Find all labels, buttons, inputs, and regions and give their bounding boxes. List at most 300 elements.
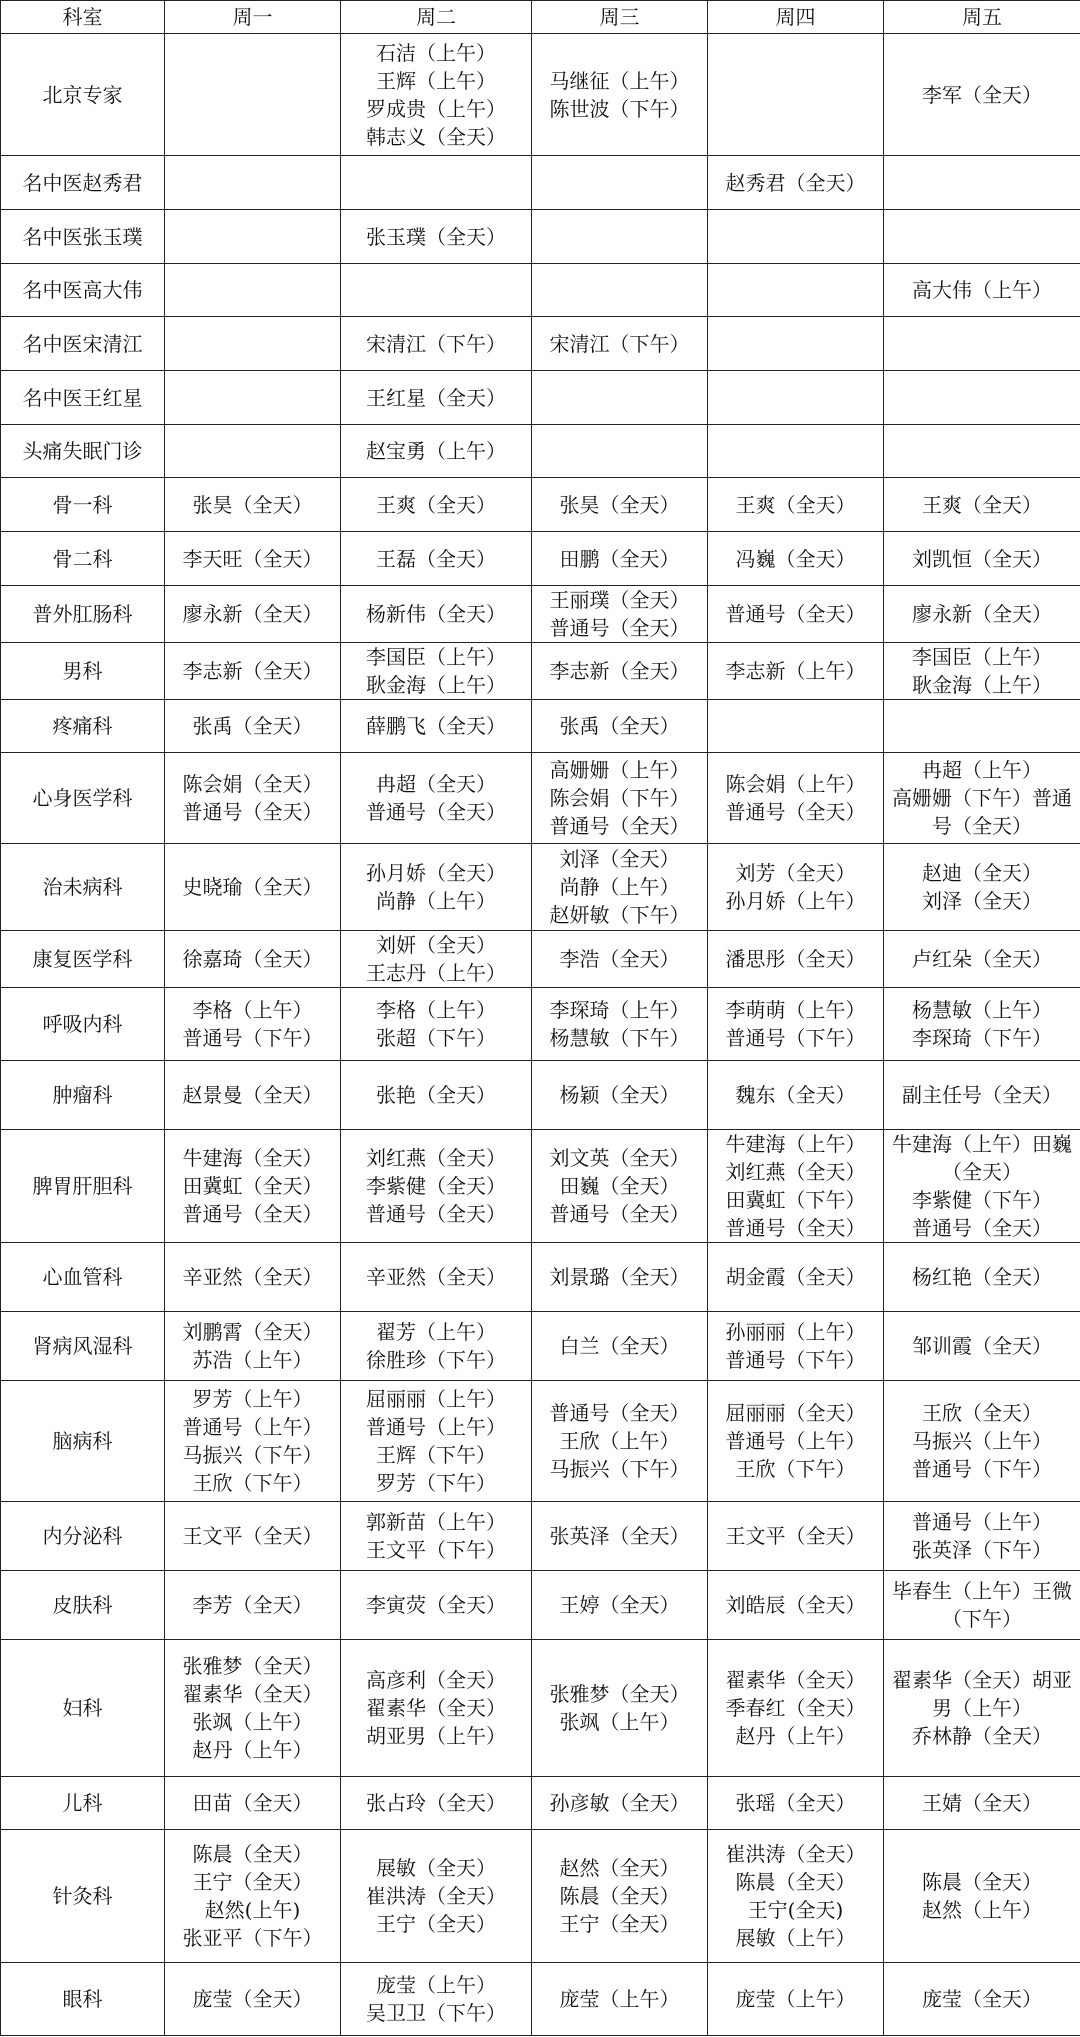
doctor-entry: 庞莹（上午）	[376, 1973, 496, 1997]
schedule-cell-tuesday	[341, 532, 532, 586]
header-department: 科室	[1, 1, 165, 34]
doctor-entry: 牛建海（上午）	[725, 1132, 866, 1156]
department-cell: 眼科	[1, 1963, 165, 2036]
table-row	[1, 1963, 1080, 2036]
schedule-cell-thursday	[708, 1571, 884, 1640]
header-tuesday: 周二	[341, 1, 532, 34]
schedule-cell-wednesday	[532, 317, 708, 371]
department-cell: 皮肤科	[1, 1571, 165, 1640]
doctor-entry: 张瑶（全天）	[735, 1791, 856, 1815]
doctor-entry: 孙月娇（上午）	[725, 889, 866, 913]
doctor-entry: 刘皓辰（全天）	[725, 1593, 866, 1617]
schedule-cell-thursday	[708, 931, 884, 988]
doctor-entry: 王爽（全天）	[922, 492, 1042, 517]
schedule-cell-thursday	[708, 643, 884, 700]
header-monday: 周一	[165, 1, 341, 34]
schedule-cell-friday	[884, 1130, 1080, 1243]
doctor-entry: 廖永新（全天）	[912, 602, 1052, 626]
doctor-entry: 普通号（全天）	[366, 800, 506, 824]
schedule-cell-friday	[884, 210, 1080, 264]
doctor-entry: 胡金霞（全天）	[725, 1265, 866, 1289]
schedule-cell-tuesday	[341, 1640, 532, 1777]
doctor-entry: 耿金海（上午）	[366, 673, 506, 697]
table-row	[1, 210, 1080, 264]
schedule-cell-tuesday	[341, 156, 532, 210]
schedule-cell-monday	[165, 210, 341, 264]
table-row	[1, 532, 1080, 586]
doctor-entry: 庞莹（全天）	[192, 1987, 313, 2011]
schedule-cell-monday	[165, 1312, 341, 1381]
schedule-cell-monday	[165, 34, 341, 156]
department-cell: 心血管科	[1, 1243, 165, 1312]
table-row	[1, 156, 1080, 210]
doctor-entry: 张超（下午）	[376, 1026, 496, 1050]
schedule-cell-thursday	[708, 1830, 884, 1963]
schedule-cell-friday	[884, 1381, 1080, 1502]
schedule-cell-thursday	[708, 1061, 884, 1130]
doctor-entry: 高姗姗（上午）	[549, 758, 690, 782]
department-cell: 儿科	[1, 1777, 165, 1830]
schedule-header	[1, 1, 1080, 34]
doctor-entry: 王婧（全天）	[922, 1791, 1042, 1815]
doctor-entry: 赵秀君（全天）	[725, 170, 866, 195]
doctor-entry: 田冀虹（全天）	[182, 1174, 323, 1198]
doctor-entry: 庞莹（上午）	[559, 1987, 680, 2011]
table-row	[1, 1502, 1080, 1571]
schedule-cell-tuesday	[341, 844, 532, 931]
doctor-entry: 张禹（全天）	[192, 714, 313, 738]
department-cell: 脑病科	[1, 1381, 165, 1502]
doctor-entry: 张昊（全天）	[559, 492, 680, 517]
doctor-entry: 宋清江（下午）	[366, 331, 506, 356]
doctor-entry: 崔洪涛（全天）	[725, 1842, 866, 1866]
schedule-cell-tuesday	[341, 700, 532, 753]
schedule-cell-thursday	[708, 753, 884, 844]
doctor-entry: 陈会娟（上午）	[725, 772, 866, 796]
doctor-entry: 李萌萌（上午）	[725, 998, 866, 1022]
schedule-cell-monday	[165, 753, 341, 844]
header-friday: 周五	[884, 1, 1080, 34]
doctor-entry: 杨新伟（全天）	[366, 602, 506, 626]
doctor-entry: 高大伟（上午）	[912, 278, 1052, 302]
table-row	[1, 264, 1080, 317]
schedule-cell-friday	[884, 1061, 1080, 1130]
doctor-entry: 李紫健（下午）	[912, 1188, 1052, 1212]
doctor-entry: 刘凯恒（全天）	[912, 546, 1052, 571]
schedule-cell-friday	[884, 264, 1080, 317]
doctor-entry: 李天旺（全天）	[182, 546, 323, 571]
schedule-cell-wednesday	[532, 1571, 708, 1640]
doctor-entry: 庞莹（上午）	[735, 1987, 856, 2011]
doctor-entry: 普通号（全天）	[912, 1216, 1052, 1240]
doctor-entry: 张禹（全天）	[559, 714, 680, 738]
schedule-cell-monday	[165, 1502, 341, 1571]
schedule-cell-monday	[165, 1061, 341, 1130]
doctor-entry: 耿金海（上午）	[912, 673, 1052, 697]
doctor-entry: 李格（上午）	[192, 998, 313, 1022]
doctor-entry: 展敏（全天）	[376, 1856, 496, 1880]
schedule-cell-thursday	[708, 844, 884, 931]
doctor-entry: 王文平（全天）	[725, 1524, 866, 1548]
schedule-cell-friday	[884, 988, 1080, 1061]
schedule-cell-friday	[884, 1777, 1080, 1830]
schedule-cell-thursday	[708, 1963, 884, 2036]
schedule-cell-tuesday	[341, 753, 532, 844]
schedule-cell-wednesday	[532, 478, 708, 532]
doctor-entry: 王婷（全天）	[559, 1593, 680, 1617]
department-cell: 名中医赵秀君	[1, 156, 165, 210]
table-row	[1, 1243, 1080, 1312]
doctor-entry: 高姗姗（下午）普通号（全天）	[892, 786, 1072, 838]
doctor-entry: 赵丹（上午）	[735, 1724, 856, 1748]
doctor-entry: 张雅梦（全天）	[182, 1654, 323, 1678]
schedule-cell-friday	[884, 844, 1080, 931]
doctor-entry: 王欣（下午）	[192, 1471, 313, 1495]
department-cell: 普外肛肠科	[1, 586, 165, 643]
doctor-entry: 李志新（全天）	[182, 659, 323, 683]
doctor-entry: 王磊（全天）	[376, 546, 496, 571]
schedule-cell-tuesday	[341, 1777, 532, 1830]
doctor-entry: 刘红燕（全天）	[366, 1146, 506, 1170]
schedule-cell-friday	[884, 753, 1080, 844]
schedule-cell-thursday	[708, 586, 884, 643]
doctor-entry: 王文平（全天）	[182, 1524, 323, 1548]
schedule-cell-friday	[884, 317, 1080, 371]
doctor-entry: 张玉璞（全天）	[366, 224, 506, 249]
doctor-entry: 张昊（全天）	[192, 492, 313, 517]
schedule-cell-thursday	[708, 1777, 884, 1830]
schedule-cell-wednesday	[532, 988, 708, 1061]
table-row	[1, 1830, 1080, 1963]
table-row	[1, 1381, 1080, 1502]
header-wednesday: 周三	[532, 1, 708, 34]
doctor-entry: 马继征（上午）	[549, 68, 690, 93]
doctor-entry: 王宁（全天）	[376, 1912, 496, 1936]
schedule-cell-monday	[165, 371, 341, 425]
doctor-entry: 毕春生（上午）王微（下午）	[892, 1579, 1072, 1631]
schedule-cell-thursday	[708, 1130, 884, 1243]
schedule-cell-wednesday	[532, 1777, 708, 1830]
schedule-cell-wednesday	[532, 844, 708, 931]
schedule-cell-monday	[165, 1243, 341, 1312]
department-cell: 治未病科	[1, 844, 165, 931]
doctor-entry: 马振兴（下午）	[549, 1457, 690, 1481]
doctor-entry: 冯巍（全天）	[735, 546, 856, 571]
schedule-cell-wednesday	[532, 586, 708, 643]
doctor-entry: 李格（上午）	[376, 998, 496, 1022]
schedule-cell-thursday	[708, 1381, 884, 1502]
doctor-entry: 赵丹（上午）	[192, 1738, 313, 1762]
doctor-entry: 乔林静（全天）	[912, 1724, 1052, 1748]
department-cell: 名中医宋清江	[1, 317, 165, 371]
doctor-entry: 张艳（全天）	[376, 1083, 496, 1107]
schedule-cell-monday	[165, 1571, 341, 1640]
doctor-entry: 张飒（上午）	[192, 1710, 313, 1734]
doctor-entry: 普通号（全天）	[366, 1202, 506, 1226]
doctor-entry: 普通号（上午）	[912, 1510, 1052, 1534]
doctor-entry: 邹训霞（全天）	[912, 1334, 1052, 1358]
schedule-cell-tuesday	[341, 1571, 532, 1640]
doctor-entry: 杨红艳（全天）	[912, 1265, 1052, 1289]
doctor-entry: 辛亚然（全天）	[182, 1265, 323, 1289]
doctor-entry: 王宁（全天）	[559, 1912, 680, 1936]
doctor-entry: 李寅荧（全天）	[366, 1593, 506, 1617]
schedule-cell-tuesday	[341, 586, 532, 643]
table-row	[1, 425, 1080, 478]
doctor-entry: 刘芳（全天）	[735, 861, 856, 885]
schedule-cell-friday	[884, 1312, 1080, 1381]
schedule-cell-monday	[165, 425, 341, 478]
schedule-cell-friday	[884, 1963, 1080, 2036]
schedule-cell-friday	[884, 931, 1080, 988]
schedule-cell-thursday	[708, 1502, 884, 1571]
doctor-entry: 赵宝勇（上午）	[366, 439, 506, 463]
table-row	[1, 700, 1080, 753]
table-row	[1, 1640, 1080, 1777]
department-cell: 康复医学科	[1, 931, 165, 988]
doctor-entry: 陈晨（全天）	[559, 1884, 680, 1908]
schedule-cell-monday	[165, 1777, 341, 1830]
doctor-entry: 普通号（全天）	[725, 1216, 866, 1240]
schedule-cell-monday	[165, 586, 341, 643]
doctor-entry: 刘妍（全天）	[376, 933, 496, 957]
department-cell: 心身医学科	[1, 753, 165, 844]
doctor-entry: 牛建海（上午）田巍（全天）	[892, 1132, 1072, 1184]
doctor-entry: 刘鹏霄（全天）	[182, 1320, 323, 1344]
schedule-cell-thursday	[708, 156, 884, 210]
header-row	[1, 1, 1080, 34]
doctor-entry: 崔洪涛（全天）	[366, 1884, 506, 1908]
doctor-entry: 孙月娇（全天）	[366, 861, 506, 885]
doctor-entry: 徐胜珍（下午）	[366, 1348, 506, 1372]
schedule-cell-wednesday	[532, 425, 708, 478]
doctor-entry: 卢红朵（全天）	[912, 947, 1052, 971]
schedule-cell-tuesday	[341, 1243, 532, 1312]
doctor-entry: 王丽璞（全天）	[549, 588, 690, 612]
doctor-entry: 廖永新（全天）	[182, 602, 323, 626]
doctor-entry: 普通号（上午）	[725, 1429, 866, 1453]
doctor-entry: 王欣（下午）	[735, 1457, 856, 1481]
doctor-entry: 季春红（全天）	[725, 1696, 866, 1720]
doctor-entry: 张亚平（下午）	[182, 1926, 323, 1950]
doctor-entry: 陈晨（全天）	[735, 1870, 856, 1894]
doctor-entry: 杨慧敏（上午）	[912, 998, 1052, 1022]
table-row	[1, 1571, 1080, 1640]
doctor-entry: 普通号（下午）	[725, 1026, 866, 1050]
schedule-cell-friday	[884, 700, 1080, 753]
doctor-entry: 牛建海（全天）	[182, 1146, 323, 1170]
schedule-cell-thursday	[708, 988, 884, 1061]
schedule-cell-friday	[884, 532, 1080, 586]
schedule-cell-friday	[884, 586, 1080, 643]
table-row	[1, 371, 1080, 425]
schedule-cell-monday	[165, 1830, 341, 1963]
doctor-entry: 王宁(全天)	[747, 1898, 844, 1922]
doctor-entry: 冉超（上午）	[922, 758, 1042, 782]
department-cell: 脾胃肝胆科	[1, 1130, 165, 1243]
doctor-entry: 普通号（全天）	[182, 1202, 323, 1226]
doctor-entry: 陈会娟（下午）	[549, 786, 690, 810]
schedule-cell-tuesday	[341, 1381, 532, 1502]
doctor-entry: 张雅梦（全天）	[549, 1682, 690, 1706]
schedule-cell-tuesday	[341, 34, 532, 156]
doctor-entry: 赵然（全天）	[559, 1856, 680, 1880]
doctor-entry: 薛鹏飞（全天）	[366, 714, 506, 738]
doctor-entry: 刘红燕（全天）	[725, 1160, 866, 1184]
schedule-cell-thursday	[708, 532, 884, 586]
doctor-entry: 马振兴（上午）	[912, 1429, 1052, 1453]
doctor-entry: 赵然（上午）	[922, 1898, 1042, 1922]
doctor-entry: 王爽（全天）	[735, 492, 856, 517]
schedule-cell-monday	[165, 1640, 341, 1777]
schedule-cell-wednesday	[532, 371, 708, 425]
doctor-entry: 普通号（全天）	[182, 800, 323, 824]
doctor-entry: 李芳（全天）	[192, 1593, 313, 1617]
schedule-cell-wednesday	[532, 1130, 708, 1243]
schedule-cell-thursday	[708, 317, 884, 371]
schedule-cell-tuesday	[341, 643, 532, 700]
doctor-entry: 屈丽丽（上午）	[366, 1387, 506, 1411]
doctor-entry: 王辉（上午）	[376, 68, 496, 93]
schedule-cell-thursday	[708, 210, 884, 264]
department-cell: 针灸科	[1, 1830, 165, 1963]
table-row	[1, 844, 1080, 931]
schedule-cell-wednesday	[532, 931, 708, 988]
doctor-entry: 翟芳（上午）	[376, 1320, 496, 1344]
doctor-entry: 胡亚男（上午）	[366, 1724, 506, 1748]
doctor-entry: 屈丽丽（全天）	[725, 1401, 866, 1425]
doctor-entry: 杨慧敏（下午）	[549, 1026, 690, 1050]
table-row	[1, 478, 1080, 532]
schedule-cell-friday	[884, 478, 1080, 532]
doctor-entry: 翟素华（全天）	[725, 1668, 866, 1692]
table-row	[1, 586, 1080, 643]
schedule-cell-friday	[884, 34, 1080, 156]
schedule-cell-monday	[165, 317, 341, 371]
doctor-entry: 刘泽（全天）	[922, 889, 1042, 913]
doctor-entry: 张飒（上午）	[559, 1710, 680, 1734]
schedule-cell-wednesday	[532, 210, 708, 264]
schedule-cell-friday	[884, 1830, 1080, 1963]
department-cell: 骨一科	[1, 478, 165, 532]
doctor-entry: 田鹏（全天）	[559, 546, 680, 571]
schedule-cell-tuesday	[341, 425, 532, 478]
doctor-entry: 庞莹（全天）	[922, 1987, 1042, 2011]
department-cell: 北京专家	[1, 34, 165, 156]
department-cell: 男科	[1, 643, 165, 700]
doctor-entry: 高彦利（全天）	[366, 1668, 506, 1692]
doctor-entry: 普通号（全天）	[549, 1202, 690, 1226]
doctor-entry: 副主任号（全天）	[902, 1083, 1062, 1107]
schedule-body	[1, 34, 1080, 2036]
schedule-cell-thursday	[708, 425, 884, 478]
schedule-cell-thursday	[708, 700, 884, 753]
schedule-cell-thursday	[708, 264, 884, 317]
department-cell: 内分泌科	[1, 1502, 165, 1571]
schedule-cell-monday	[165, 264, 341, 317]
table-row	[1, 1061, 1080, 1130]
schedule-cell-monday	[165, 156, 341, 210]
header-thursday: 周四	[708, 1, 884, 34]
schedule-cell-thursday	[708, 1312, 884, 1381]
doctor-entry: 赵景曼（全天）	[182, 1083, 323, 1107]
doctor-entry: 陈晨（全天）	[192, 1842, 313, 1866]
doctor-entry: 孙丽丽（上午）	[725, 1320, 866, 1344]
schedule-cell-tuesday	[341, 317, 532, 371]
doctor-entry: 普通号（上午）	[366, 1415, 506, 1439]
doctor-entry: 苏浩（上午）	[192, 1348, 313, 1372]
department-cell: 疼痛科	[1, 700, 165, 753]
doctor-entry: 史晓瑜（全天）	[182, 875, 323, 899]
department-cell: 名中医高大伟	[1, 264, 165, 317]
doctor-entry: 普通号（全天）	[725, 800, 866, 824]
doctor-entry: 王宁（全天）	[192, 1870, 313, 1894]
schedule-cell-monday	[165, 532, 341, 586]
schedule-cell-wednesday	[532, 1640, 708, 1777]
schedule-cell-thursday	[708, 34, 884, 156]
doctor-entry: 王文平（下午）	[366, 1538, 506, 1562]
schedule-cell-thursday	[708, 478, 884, 532]
schedule-cell-friday	[884, 1640, 1080, 1777]
doctor-entry: 郭新苗（上午）	[366, 1510, 506, 1534]
schedule-cell-wednesday	[532, 156, 708, 210]
schedule-cell-monday	[165, 1381, 341, 1502]
doctor-entry: 田冀虹（下午）	[725, 1188, 866, 1212]
doctor-entry: 普通号（全天）	[549, 616, 690, 640]
doctor-entry: 罗芳（下午）	[376, 1471, 496, 1495]
schedule-cell-monday	[165, 643, 341, 700]
department-cell: 名中医张玉璞	[1, 210, 165, 264]
doctor-entry: 普通号（下午）	[725, 1348, 866, 1372]
doctor-entry: 白兰（全天）	[559, 1334, 680, 1358]
doctor-entry: 普通号（上午）	[182, 1415, 323, 1439]
schedule-cell-wednesday	[532, 1381, 708, 1502]
schedule-cell-wednesday	[532, 1830, 708, 1963]
table-row	[1, 1130, 1080, 1243]
schedule-cell-friday	[884, 1571, 1080, 1640]
doctor-entry: 宋清江（下午）	[549, 331, 690, 356]
doctor-entry: 普通号（下午）	[912, 1457, 1052, 1481]
doctor-entry: 普通号（全天）	[725, 602, 866, 626]
doctor-entry: 赵迪（全天）	[922, 861, 1042, 885]
schedule-cell-tuesday	[341, 1502, 532, 1571]
doctor-entry: 张英泽（全天）	[549, 1524, 690, 1548]
doctor-entry: 李国臣（上午）	[366, 645, 506, 669]
doctor-entry: 孙彦敏（全天）	[549, 1791, 690, 1815]
department-cell: 头痛失眠门诊	[1, 425, 165, 478]
doctor-entry: 辛亚然（全天）	[366, 1265, 506, 1289]
doctor-entry: 马振兴（下午）	[182, 1443, 323, 1467]
table-row	[1, 931, 1080, 988]
schedule-cell-tuesday	[341, 1061, 532, 1130]
doctor-entry: 李浩（全天）	[559, 947, 680, 971]
doctor-entry: 刘泽（全天）	[559, 847, 680, 871]
doctor-entry: 李紫健（全天）	[366, 1174, 506, 1198]
schedule-cell-monday	[165, 988, 341, 1061]
schedule-cell-tuesday	[341, 371, 532, 425]
doctor-entry: 刘文英（全天）	[549, 1146, 690, 1170]
schedule-cell-tuesday	[341, 1312, 532, 1381]
schedule-cell-wednesday	[532, 643, 708, 700]
schedule-cell-wednesday	[532, 1502, 708, 1571]
doctor-entry: 韩志义（全天）	[366, 124, 506, 149]
schedule-cell-friday	[884, 156, 1080, 210]
schedule-cell-friday	[884, 1243, 1080, 1312]
schedule-cell-thursday	[708, 371, 884, 425]
doctor-entry: 展敏（上午）	[735, 1926, 856, 1950]
schedule-cell-tuesday	[341, 931, 532, 988]
schedule-cell-wednesday	[532, 34, 708, 156]
